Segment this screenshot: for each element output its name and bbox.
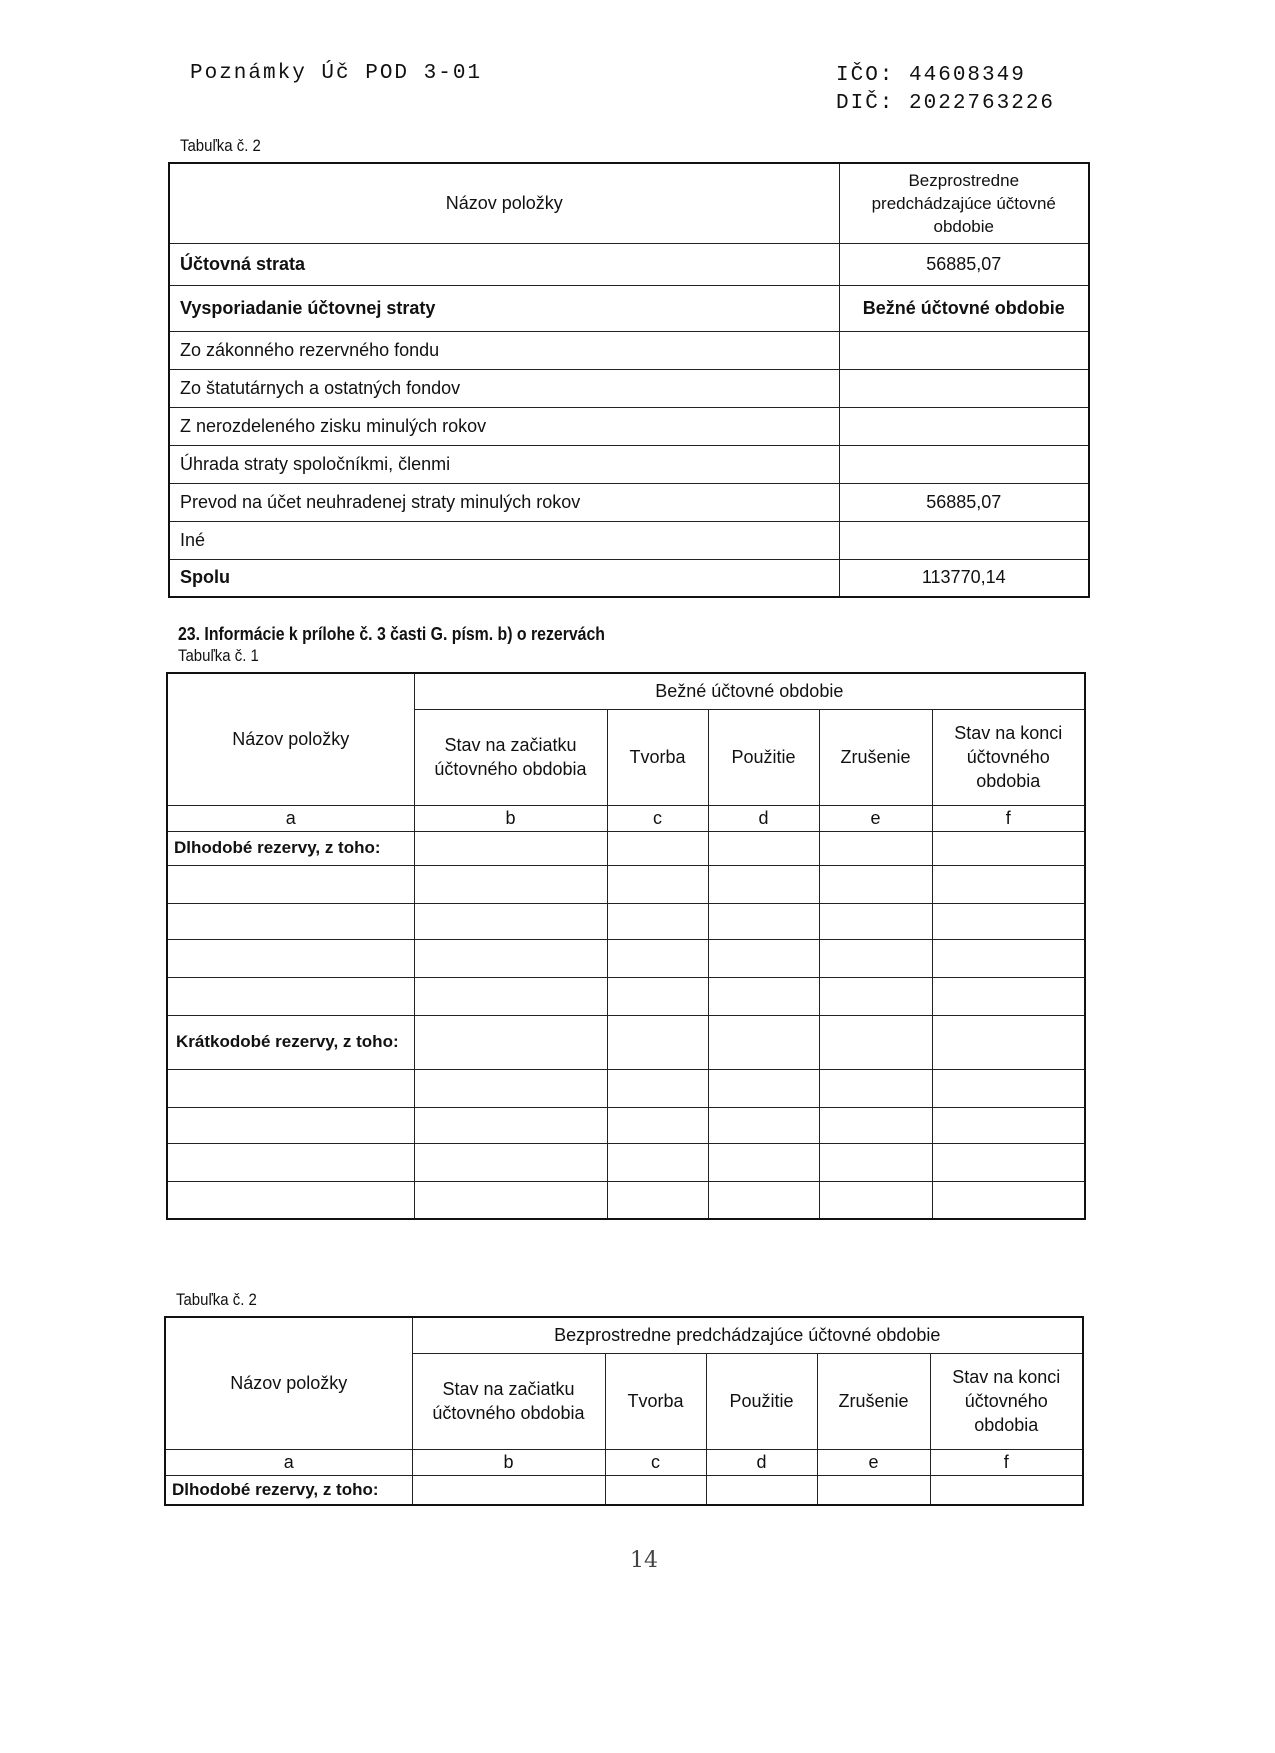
- col-header-name: Názov položky: [167, 673, 414, 805]
- table-row: [167, 1181, 1085, 1219]
- table-a-caption: Tabuľka č. 2: [180, 136, 261, 155]
- total-value: 113770,14: [839, 559, 1089, 597]
- col-header-creation: Tvorba: [605, 1353, 706, 1449]
- table-row: [167, 865, 1085, 903]
- section-23-title: 23. Informácie k prílohe č. 3 časti G. písm. b) o rezervách: [178, 624, 605, 644]
- col-letter: a: [167, 805, 414, 831]
- table-row-value: [839, 521, 1089, 559]
- page-number: 14: [630, 1548, 658, 1573]
- col-letter: e: [819, 805, 932, 831]
- loss-settlement-table: [168, 162, 1090, 598]
- col-letter: f: [932, 805, 1085, 831]
- col-header-usage: Použitie: [706, 1353, 817, 1449]
- table-row-value: 56885,07: [839, 483, 1089, 521]
- table-row-label: Zo zákonného rezervného fondu: [169, 331, 839, 369]
- table-row-label: Z nerozdeleného zisku minulých rokov: [169, 407, 839, 445]
- col-header-usage: Použitie: [708, 709, 819, 805]
- col-letter: c: [605, 1449, 706, 1475]
- col-header-cancellation: Zrušenie: [819, 709, 932, 805]
- table-row: [167, 977, 1085, 1015]
- company-ids: [836, 62, 1055, 118]
- col-header-name: Názov položky: [169, 163, 839, 243]
- col-header-previous-period: Bezprostredne predchádzajúce účtovné obdobie: [839, 163, 1089, 243]
- document-header-title: Poznámky Úč POD 3-01: [190, 62, 483, 85]
- row-loss-label: Účtovná strata: [169, 243, 839, 285]
- col-header-opening: Stav na začiatku účtovného obdobia: [412, 1353, 605, 1449]
- col-letter: b: [414, 805, 607, 831]
- long-term-reserves-label: Dlhodobé rezervy, z toho:: [167, 831, 414, 865]
- table-row: [167, 1143, 1085, 1181]
- col-header-cancellation: Zrušenie: [817, 1353, 930, 1449]
- table-row-value: [839, 407, 1089, 445]
- col-header-creation: Tvorba: [607, 709, 708, 805]
- col-letter: d: [706, 1449, 817, 1475]
- group-header-current-period: Bežné účtovné obdobie: [414, 673, 1085, 709]
- table-row-label: Prevod na účet neuhradenej straty minulých rokov: [169, 483, 839, 521]
- col-letter: c: [607, 805, 708, 831]
- table-row-value: [839, 369, 1089, 407]
- col-header-name: Názov položky: [165, 1317, 412, 1449]
- col-letter: d: [708, 805, 819, 831]
- short-term-reserves-label: Krátkodobé rezervy, z toho:: [167, 1015, 414, 1069]
- col-header-opening: Stav na začiatku účtovného obdobia: [414, 709, 607, 805]
- group-header-previous-period: Bezprostredne predchádzajúce účtovné obdobie: [412, 1317, 1083, 1353]
- table-b-caption: Tabuľka č. 1: [178, 646, 259, 665]
- dic-number: DIČ: 2022763226: [836, 92, 1056, 115]
- table-row-label: Zo štatutárnych a ostatných fondov: [169, 369, 839, 407]
- col-letter: b: [412, 1449, 605, 1475]
- long-term-reserves-label: Dlhodobé rezervy, z toho:: [165, 1475, 412, 1505]
- col-header-closing: Stav na konci účtovného obdobia: [930, 1353, 1083, 1449]
- table-c-caption: Tabuľka č. 2: [176, 1290, 257, 1309]
- col-letter: f: [930, 1449, 1083, 1475]
- table-row-value: [839, 331, 1089, 369]
- table-row-value: [839, 445, 1089, 483]
- row-loss-value: 56885,07: [839, 243, 1089, 285]
- reserves-current-period-table: [166, 672, 1086, 1220]
- table-row: [167, 1107, 1085, 1143]
- col-header-current-period: Bežné účtovné obdobie: [839, 285, 1089, 331]
- col-letter: a: [165, 1449, 412, 1475]
- ico-number: IČO: 44608349: [836, 64, 1026, 87]
- table-row: [167, 903, 1085, 939]
- row-settlement-label: Vysporiadanie účtovnej straty: [169, 285, 839, 331]
- reserves-previous-period-table: [164, 1316, 1084, 1506]
- table-row: [167, 939, 1085, 977]
- col-header-closing: Stav na konci účtovného obdobia: [932, 709, 1085, 805]
- table-row: [167, 1069, 1085, 1107]
- col-letter: e: [817, 1449, 930, 1475]
- table-row-label: Iné: [169, 521, 839, 559]
- total-label: Spolu: [169, 559, 839, 597]
- table-row-label: Úhrada straty spoločníkmi, členmi: [169, 445, 839, 483]
